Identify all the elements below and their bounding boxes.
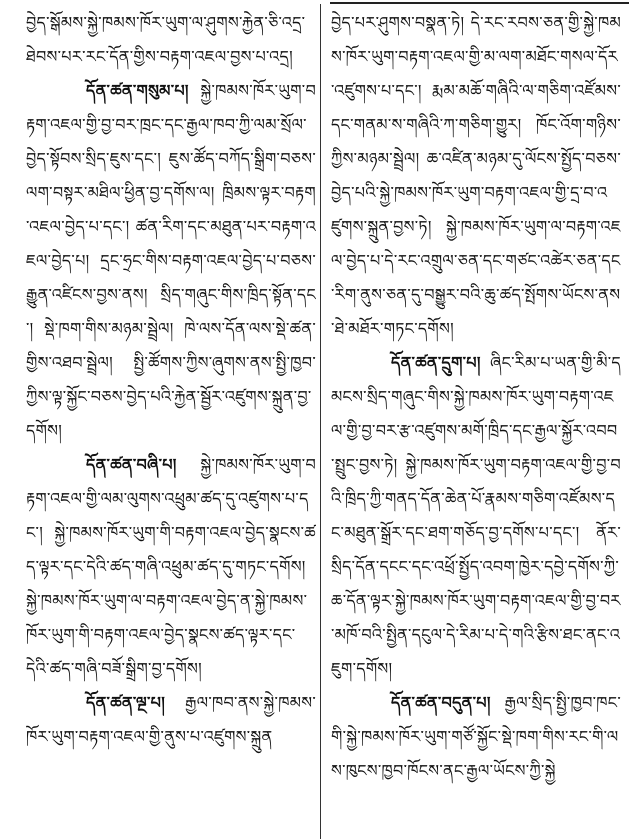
article-5 [26,686,316,754]
article-7 [331,686,621,788]
article-3-heading: དོན་ཚན་གསུམ་པ། [86,81,189,100]
article-5-heading: དོན་ཚན་ལྔ་པ། [86,693,166,712]
article-4-heading: དོན་ཚན་བཞི་པ། [86,455,177,474]
top-rule [330,2,629,4]
article-7-heading: དོན་ཚན་བདུན་པ། [391,693,491,712]
column-divider [320,4,321,839]
left-paragraph-1: བྱེད་སྒོམས་སྐྱེ་ཁམས་ཁོར་ཡུག་ལ་ཤུགས་རྐྱེན་ཅི་འདྲ་ཐེབས་པར་རང་དོན་གྱིས་བརྟག་འཇལ་བྱས་པ་འདྲ། [26,13,306,66]
article-7-body: རྒྱལ་སྲིད་སྤྱི་ཁྱབ་ཁང་གི་སྐྱེ་ཁམས་ཁོར་ཡུག་གཙོ་སྐྱོང་སྡེ་ཁག་གིས་རང་གི་ལས་ཁུངས་ཁྱབ་ཁོངས་ནང་རྒྱལ་ཡོངས་ཀྱི་སྐྱེ [331,693,621,780]
left-column [26,6,316,836]
article-4 [26,448,316,686]
article-4-body: སྐྱེ་ཁམས་ཁོར་ཡུག་བརྟག་འཇལ་གྱི་ལམ་ལུགས་འཕྲུམ་ཚད་དུ་འཛུགས་པ་དང་། སྐྱེ་ཁམས་ཁོར་ཡུག་གི་བརྟག་འཇལ་བྱེད་སྣངས་ཚད་ལྟར་དང་དེའི་ཚད་གཞི་འཕྲུམ་ཚད་དུ་གཏང་དགོས། སྐྱེ་ཁམས་ཁོར་ཡུག་ལ་བརྟག་འཇལ་བྱེད་ན་སྐྱེ་ཁམས་ཁོར་ཡུག་གི་བརྟག་འཇལ་བྱེད་སྣངས་ཚད་ལྟར་དང་དེའི་ཚད་གཞི་བཟོ་སྒྲིག་བྱ་དགོས། [26,455,316,678]
article-6-heading: དོན་ཚན་དྲུག་པ། [391,353,481,372]
article-3 [26,74,316,448]
article-3-body: སྐྱེ་ཁམས་ཁོར་ཡུག་བརྟག་འཇལ་གྱི་བྱ་བར་ཁྲང་དང་རྒྱལ་ཁབ་ཀྱི་ལམ་སྲོལ་བྱེད་སྟོབས་སྲིད་ཇུས་དང་། ཇུས་ཚོད་བཀོད་སྒྲིག་བཅས་ལག་བསྟར་མཐིལ་ཕྱིན་བྱ་དགོས་ལ། ཁྲིམས་ལྟར་བརྟག་འཇལ་བྱེད་པ་དང་། ཚན་རིག་དང་མཐུན་པར་བརྟག་འཇལ་བྱེད་པ། དྲང་ཧྲང་གིས་བརྟག་འཇལ་བྱེད་པ་བཅས་རྒྱུན་འཛིངས་བྱས་ནས། སྲིད་གཞུང་གིས་ཁྲིད་སྟོན་དང་། སྡེ་ཁག་གིས་མཉམ་སྦྲེལ། ཁེ་ལས་དོན་ལས་སྡེ་ཚན་གྱིས་འཐབ་སྦྲེལ། སྤྱི་ཚོགས་ཀྱིས་ཞུགས་ནས་སྤྱི་ཁྱབ་ཀྱིས་ལྟ་སྐྱོང་བཅས་བྱེད་པའི་རྐྱེན་སྦྱོར་འཛུགས་སྐྲུན་བྱ་དགོས། [26,81,316,440]
article-5-body: རྒྱལ་ཁབ་ནས་སྐྱེ་ཁམས་ཁོར་ཡུག་བརྟག་འཇལ་གྱི་ནུས་པ་འཛུགས་སྐྲུན [26,693,316,746]
right-column [331,6,621,836]
right-paragraph-1: བྱེད་པར་ཤུགས་བསྣན་ཏེ། དེ་རང་རབས་ཅན་གྱི་སྐྱེ་ཁམས་ཁོར་ཡུག་བརྟག་འཇལ་གྱི་མ་ལག་མཐོང་གསལ་དོར་འཛུགས་པ་དང་། རྨམ་མཆོ་གཞིའི་ལ་གཅིག་འཛོམས་དང་གནམ་ས་གཞིའི་ཀ་གཅིག་གྱུར། ཁོང་འོག་གཉིས་ཀྱིས་མཉམ་སྦྲེལ། ཆ་འཛིན་མཉམ་དུ་ལོངས་སྤྱོད་བཅས་བྱེད་པའི་སྐྱེ་ཁམས་ཁོར་ཡུག་བརྟག་འཇལ་གྱི་དྲ་བ་འཛུགས་སྐྲུན་བྱས་ཏེ། སྐྱེ་ཁམས་ཁོར་ཡུག་ལ་བརྟག་འཇལ་བྱེད་པ་དེ་རང་འགྲུལ་ཅན་དང་གཙང་འཚེར་ཅན་དང་རིག་ནུས་ཅན་དུ་བསྒྱུར་བའི་ཆུ་ཚད་སྤོགས་ཡོངས་ནས་ཐེ་མཐོར་གཏང་དགོས། [331,13,621,338]
article-6-body: ཞིང་རིམ་པ་ཡན་གྱི་མི་དམངས་སྲིད་གཞུང་གིས་སྐྱེ་ཁམས་ཁོར་ཡུག་བརྟག་འཇལ་གྱི་བྱ་བར་རྩ་འཛུགས་མགོ་ཁྲིད་དང་རྒྱལ་སྐྱོར་འབབ་སྤྲུང་བྱས་ཏེ། སྐྱེ་ཁམས་ཁོར་ཡུག་བརྟག་འཇལ་གྱི་བྱ་བའི་ཁྲིད་ཀྱི་གནད་དོན་ཆེན་པོ་རྣམས་གཅིག་འཛོམས་དང་མཐུན་སྒྲོར་དང་ཐག་གཅོད་བྱ་དགོས་པ་དང་། ནོར་སྲིད་དོན་དངང་དང་འཕྲོ་སྤྱོད་འབག་ཁྱེར་དབྱེ་དགོས་ཀྱི་ཆ་དོན་ལྟར་སྐྱེ་ཁམས་ཁོར་ཡུག་བརྟག་འཇལ་གྱི་བྱ་བར་མཁོ་བའི་སྤྱིན་དངུལ་དེ་རིམ་པ་དེ་གའི་རྩིས་ཐང་ནང་འཇུག་དགོས། [331,353,621,678]
article-6 [331,346,621,686]
